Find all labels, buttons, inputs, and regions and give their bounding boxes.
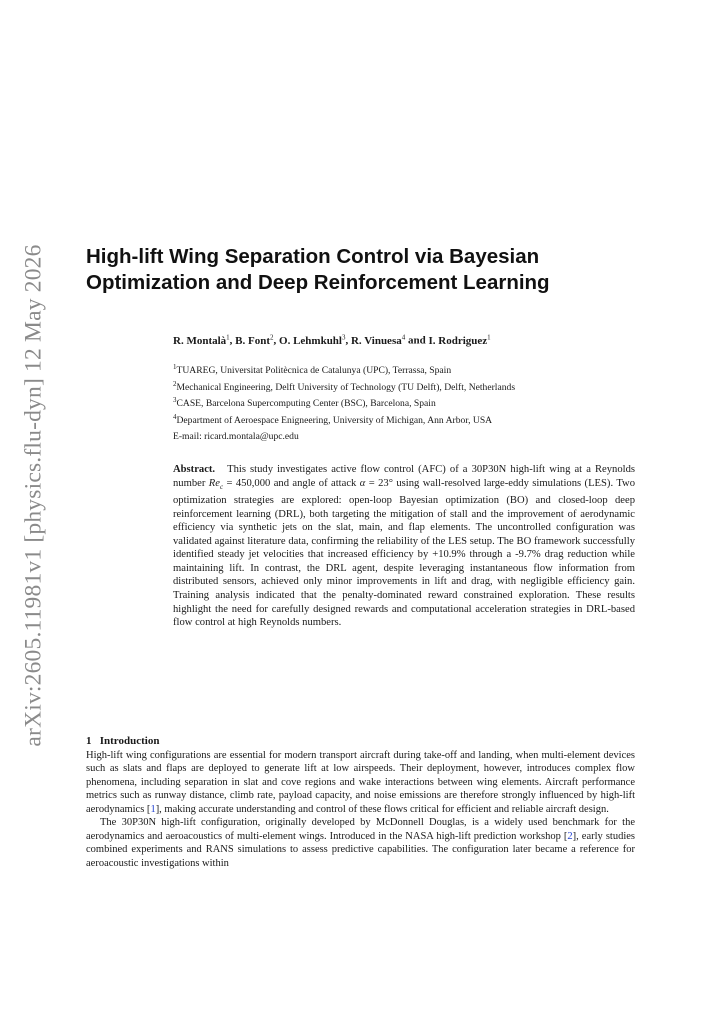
- paragraph: High-lift wing configurations are essential for modern transport aircraft during take-off and landing, when multi-element devices such as slats and flaps are deployed to generate lift at low airspeeds. Their deployment, however, introduces complex flow phenomena, including separation in slat and cove regions and wake interactions between wing elements. Aircraft performance metrics such as runway distance, climb rate, payload capacity, and noise emissions are therefore strongly influenced by high-lift aerodynamics [1], making accurate understanding and control of these flows critical for efficient and reliable aircraft design.: [86, 750, 635, 815]
- paper-title: High-lift Wing Separation Control via Bayesian Optimization and Deep Reinforcement Learning: [86, 245, 550, 294]
- abstract-label: Abstract.: [173, 464, 216, 475]
- author-list: R. Montalà$^1$, B. Font$^2$, O. Lehmkuhl$^3$, R. Vinuesa$^4$ and I. Rodriguez$^1$: [173, 333, 491, 347]
- arxiv-identifier: [14, 245, 54, 745]
- affiliation-list: [173, 361, 515, 427]
- affiliation: $^1$TUAREG, Universitat Politècnica de Catalunya (UPC), Terrassa, Spain: [173, 363, 452, 377]
- author: O. Lehmkuhl$^3$: [279, 333, 346, 347]
- affiliation: $^3$CASE, Barcelona Supercomputing Center (BSC), Barcelona, Spain: [173, 396, 436, 410]
- author: R. Vinuesa$^4$: [350, 333, 406, 347]
- citation-link[interactable]: 2: [567, 830, 573, 842]
- author: B. Font$^2$: [235, 333, 274, 347]
- author: R. Montalà$^1$: [173, 333, 230, 347]
- introduction-body: [86, 749, 635, 870]
- arxiv-identifier-text: arXiv:2605.11981v1 [physics.flu-dyn] 12 May 2026: [20, 243, 47, 747]
- affiliation: $^2$Mechanical Engineering, Delft University of Technology (TU Delft), Delft, Netherlands: [173, 379, 516, 393]
- author: I. Rodriguez$^1$: [428, 333, 491, 347]
- abstract: Abstract. This study investigates active flow control (AFC) of a 30P30N high-lift wing at a Reynolds number $Re_c = 450,000$ and angle of attack α = 23° using wall-resolved large-eddy simulations (LES). Two optimization strategies are explored: open-loop Bayesian optimization (BO) and closed-loop deep reinforcement learning (DRL), both targeting the mitigation of stall and the improvement of aerodynamic efficiency via synthetic jets on the slat, main, and flap elements. The uncontrolled configuration was validated against literature data, confirming the reliability of the LES setup. The BO framework successfully identified steady jet velocities that increased efficiency by +10.9% through a -9.7% drag reduction while maintaining lift. In contrast, the DRL agent, despite leveraging instantaneous flow information from distributed sensors, achieved only minor improvements in lift and drag, with negligible efficiency gain. Training analysis indicated that the penalty-dominated reward constrained exploration. These results highlight the need for carefully designed rewards and computational acceleration strategies in DRL-based flow control at high Reynolds numbers.: [173, 464, 635, 629]
- contact-email: E-mail: ricard.montala@upc.edu: [173, 431, 299, 442]
- paragraph: The 30P30N high-lift configuration, originally developed by McDonnell Douglas, is a widely used benchmark for the aerodynamics and aeroacoustics of multi-element wings. Introduced in the NASA high-lift prediction workshop [2], early studies combined experiments and RANS simulations to assess predictive capabilities. The configuration later became a reference for aeroacoustic investigations within: [86, 817, 635, 869]
- section-heading: 1 Introduction: [86, 735, 160, 747]
- affiliation: $^4$Department of Aeroespace Enigneering, University of Michigan, Ann Arbor, USA: [173, 412, 493, 426]
- citation-link[interactable]: 1: [150, 803, 156, 815]
